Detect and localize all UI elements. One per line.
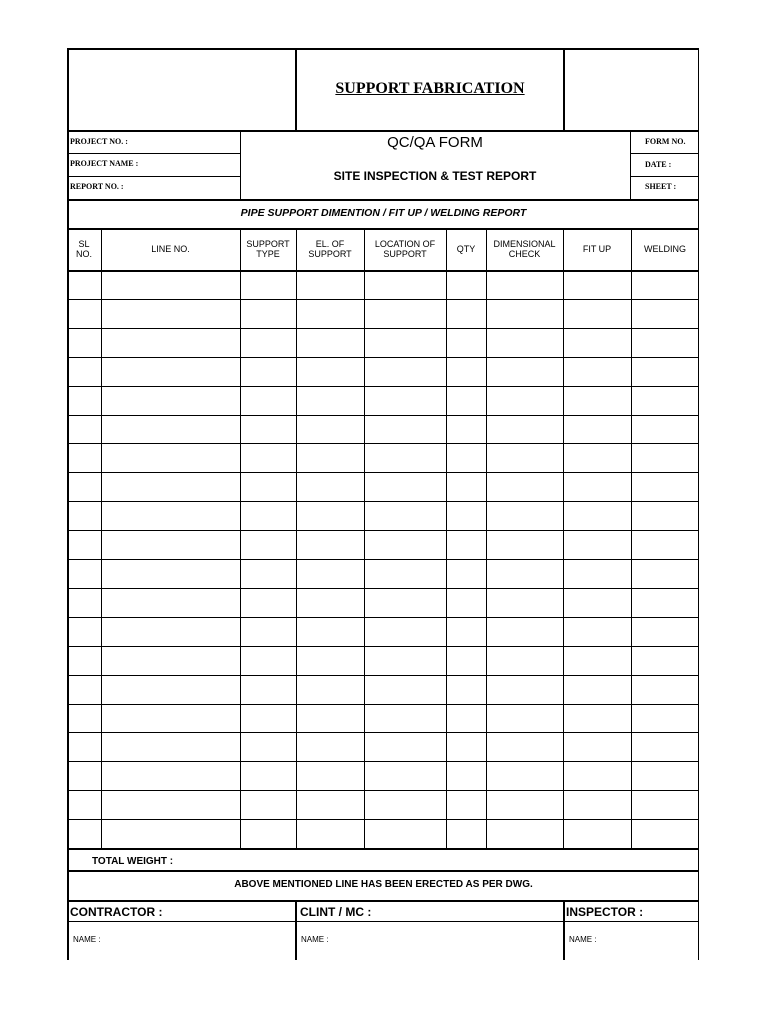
- contractor-label: CONTRACTOR :: [70, 905, 163, 919]
- grid-line: [67, 176, 240, 177]
- table-row: [67, 328, 699, 329]
- table-row: [67, 386, 699, 387]
- table-row: [67, 675, 699, 676]
- total-weight-label: TOTAL WEIGHT :: [92, 856, 174, 867]
- grid-line: [67, 153, 240, 154]
- report-no-label: REPORT NO. :: [70, 182, 124, 191]
- table-row: [67, 790, 699, 791]
- grid-line: [67, 199, 699, 201]
- column-header: [446, 228, 486, 270]
- qc-qa-form-label: QC/QA FORM: [387, 134, 483, 151]
- table-row: [67, 848, 699, 850]
- erection-statement: ABOVE MENTIONED LINE HAS BEEN ERECTED AS PER DWG.: [234, 879, 533, 890]
- column-header: [296, 228, 364, 270]
- frame-top: [67, 48, 699, 50]
- column-header: [67, 228, 101, 270]
- inspector-label: INSPECTOR :: [566, 905, 644, 919]
- table-row: [67, 559, 699, 560]
- sheet-label: SHEET :: [645, 182, 677, 191]
- column-divider: [631, 228, 632, 848]
- client-name-label: NAME :: [301, 935, 329, 944]
- column-divider: [240, 228, 241, 848]
- form-title: SUPPORT FABRICATION: [335, 80, 525, 97]
- date-label: DATE :: [645, 160, 672, 169]
- column-header-line: WELDING: [643, 244, 686, 254]
- table-row: [67, 819, 699, 820]
- column-header-line: FIT UP: [582, 244, 612, 254]
- signatory-column-divider: [295, 900, 297, 960]
- column-header-line: LOCATION OF: [374, 239, 436, 249]
- column-header: [631, 228, 699, 270]
- column-header-line: CHECK: [508, 249, 541, 259]
- column-header: [240, 228, 296, 270]
- table-row: [67, 415, 699, 416]
- column-divider: [446, 228, 447, 848]
- column-header-line: SUPPORT: [246, 239, 290, 249]
- column-header-line: LINE NO.: [151, 244, 190, 254]
- header-divider: [67, 270, 699, 272]
- client-mc-label: CLINT / MC :: [300, 905, 372, 919]
- grid-line: [295, 48, 297, 131]
- column-header: [364, 228, 446, 270]
- statement-bottom: [67, 900, 699, 902]
- column-divider: [563, 228, 564, 848]
- column-divider: [296, 228, 297, 848]
- column-header: [486, 228, 563, 270]
- table-row: [67, 299, 699, 300]
- inspector-name-label: NAME :: [569, 935, 597, 944]
- column-header-line: TYPE: [256, 249, 280, 259]
- grid-line: [630, 176, 699, 177]
- grid-line: [67, 228, 699, 230]
- table-row: [67, 530, 699, 531]
- table-row: [67, 357, 699, 358]
- form-no-label: FORM NO.: [645, 137, 686, 146]
- table-row: [67, 617, 699, 618]
- frame-right: [698, 48, 699, 960]
- signatory-divider: [67, 921, 699, 922]
- table-row: [67, 704, 699, 705]
- table-row: [67, 443, 699, 444]
- table-row: [67, 501, 699, 502]
- column-header-line: SL: [78, 239, 90, 249]
- grid-line: [630, 131, 631, 200]
- column-header: [101, 228, 240, 270]
- total-weight-bottom: [67, 870, 699, 872]
- project-no-label: PROJECT NO. :: [70, 137, 128, 146]
- grid-line: [240, 131, 241, 200]
- frame-left: [67, 48, 69, 960]
- report-subtitle: SITE INSPECTION & TEST REPORT: [333, 169, 537, 183]
- grid-line: [630, 153, 699, 154]
- project-name-label: PROJECT NAME :: [70, 159, 139, 168]
- contractor-name-label: NAME :: [73, 935, 101, 944]
- column-divider: [486, 228, 487, 848]
- table-row: [67, 588, 699, 589]
- column-header-line: QTY: [456, 244, 476, 254]
- table-row: [67, 732, 699, 733]
- column-divider: [364, 228, 365, 848]
- column-header-line: EL. OF: [315, 239, 345, 249]
- grid-line: [67, 130, 699, 132]
- grid-line: [563, 48, 565, 131]
- column-divider: [101, 228, 102, 848]
- column-header-line: SUPPORT: [308, 249, 352, 259]
- table-row: [67, 472, 699, 473]
- column-header: [563, 228, 631, 270]
- signatory-column-divider: [563, 900, 565, 960]
- column-header-line: SUPPORT: [383, 249, 427, 259]
- table-row: [67, 646, 699, 647]
- column-header-line: NO.: [75, 249, 92, 259]
- table-row: [67, 761, 699, 762]
- report-title: PIPE SUPPORT DIMENTION / FIT UP / WELDING REPORT: [240, 207, 527, 219]
- column-header-line: DIMENSIONAL: [493, 239, 556, 249]
